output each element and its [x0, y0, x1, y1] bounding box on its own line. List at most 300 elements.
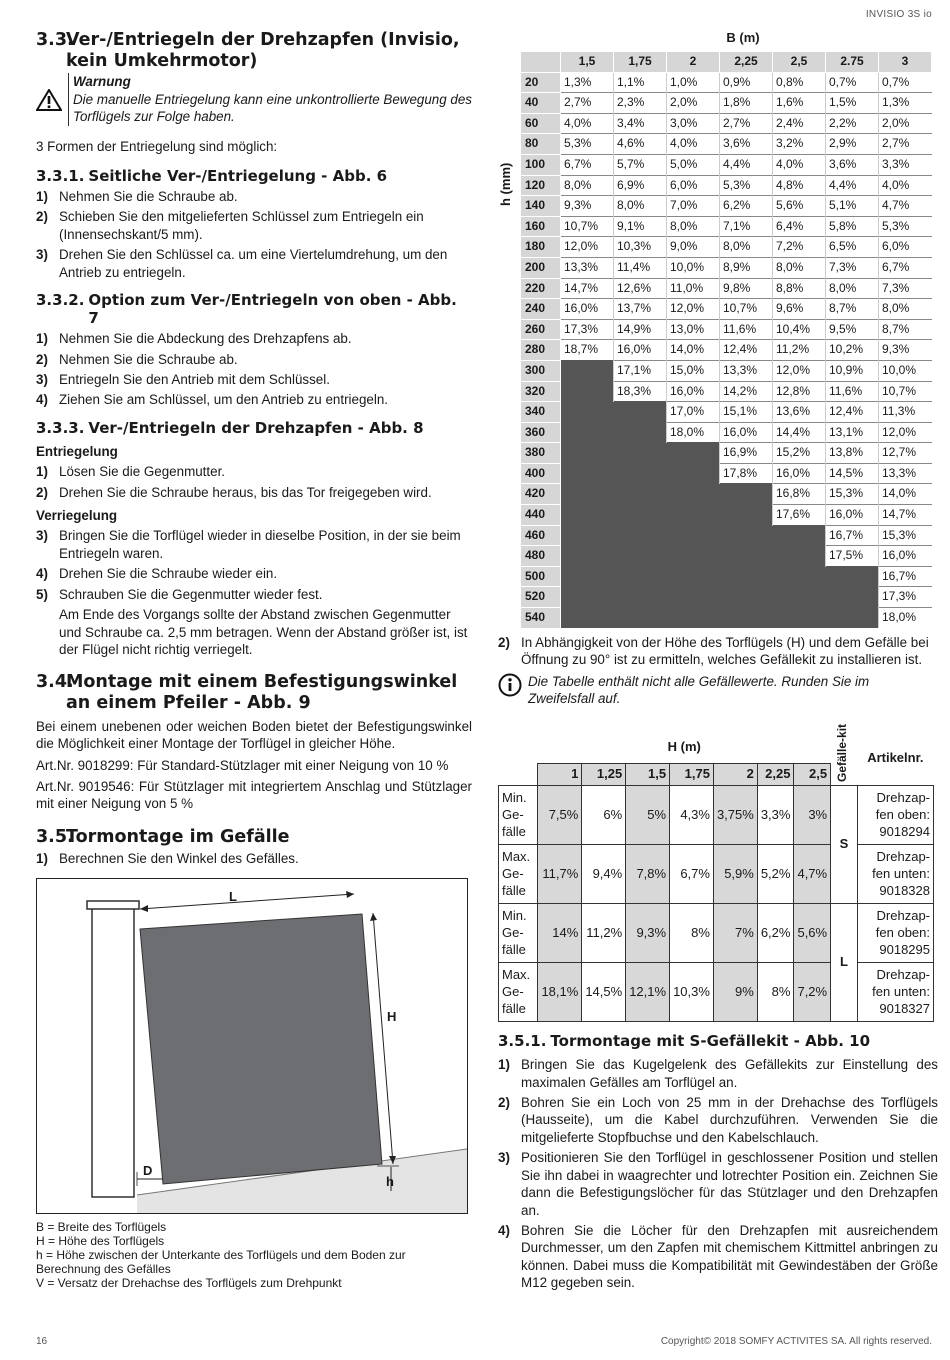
step-2-list [498, 634, 938, 669]
steps-list [36, 527, 472, 603]
empty-cell [720, 484, 773, 505]
row-header: 280 [521, 340, 561, 361]
table-cell: 14,7% [879, 505, 932, 526]
table-cell: 13,0% [667, 319, 720, 340]
table-cell: 4,7% [794, 845, 831, 904]
section-title: Montage mit einem Befestigungswinkel an einem Pfeiler - Abb. 9 [66, 672, 458, 714]
table-cell: 12,1% [626, 963, 670, 1022]
article-number: Drehzap-fen oben: 9018295 [857, 904, 933, 963]
steps-list [36, 850, 472, 867]
empty-cell [773, 525, 826, 546]
warning-box [36, 73, 472, 125]
table-cell: 12,4% [826, 402, 879, 423]
list-item [36, 371, 472, 388]
table-cell: 14,0% [667, 340, 720, 361]
table-cell: 13,8% [826, 443, 879, 464]
table-cell: 6,0% [667, 175, 720, 196]
table-row [521, 587, 932, 608]
table-cell: 1,3% [879, 93, 932, 114]
table-cell: 9,0% [667, 237, 720, 258]
table-cell: 16,0% [667, 381, 720, 402]
warning-title: Warnung [73, 74, 131, 90]
empty-cell [614, 608, 667, 629]
table-cell: 17,6% [773, 505, 826, 526]
table-cell: 17,8% [720, 463, 773, 484]
column-header: 2 [713, 764, 757, 786]
table-cell: 16,0% [614, 340, 667, 361]
column-header: 1,5 [561, 52, 614, 73]
table-cell: 2,4% [773, 113, 826, 134]
table-cell: 10,9% [826, 360, 879, 381]
table-row [521, 237, 932, 258]
table-cell: 10,4% [773, 319, 826, 340]
article-number: Drehzap-fen unten: 9018328 [857, 845, 933, 904]
intro-text: 3 Formen der Entriegelung sind möglich: [36, 138, 278, 154]
table-cell: 6,4% [773, 216, 826, 237]
table-cell: 18,3% [614, 381, 667, 402]
table-cell: 4,6% [614, 134, 667, 155]
table-cell: 8,7% [826, 299, 879, 320]
empty-cell [667, 443, 720, 464]
steps-list [36, 463, 472, 501]
table-cell: 10,7% [720, 299, 773, 320]
table-cell: 10,3% [670, 963, 714, 1022]
list-item [498, 1056, 938, 1091]
table1-side-label: h (mm) [498, 162, 513, 206]
empty-cell [561, 484, 614, 505]
legend-item: B = Breite des Torflügels [36, 1219, 167, 1234]
table-corner [521, 52, 561, 73]
list-item [36, 188, 472, 205]
table-cell: 1,5% [826, 93, 879, 114]
table-cell: 7,1% [720, 216, 773, 237]
table-cell: 4,0% [879, 175, 932, 196]
verriegelung-note: Am Ende des Vorgangs sollte der Abstand zwischen Gegenmutter und Schraube ca. 2,5 mm betragen. Wenn der Abstand größer ist, ist der Flügel nicht richtig verriegelt. [59, 607, 468, 657]
table-cell: 17,1% [614, 360, 667, 381]
empty-cell [773, 566, 826, 587]
table-cell: 8,0% [614, 196, 667, 217]
table-cell: 4,0% [667, 134, 720, 155]
table-cell: 2,7% [879, 134, 932, 155]
info-note [498, 673, 938, 708]
table-row [521, 525, 932, 546]
table-cell: 1,0% [667, 72, 720, 93]
step-text: Bohren Sie die Löcher für den Drehzapfen mit ausreichendem Durchmesser, um den Zapfen mit chemischem Kittmittel anbringen zu können. Dabei muss die Kompatibilität mit Gewindestäben der Größe M12 gegeben sein. [521, 1222, 938, 1291]
empty-cell [720, 546, 773, 567]
table-cell: 6,7% [670, 845, 714, 904]
row-label: Max. Ge-fälle [499, 963, 538, 1022]
step-text: Nehmen Sie die Schraube ab. [59, 351, 238, 367]
legend-item: V = Versatz der Drehachse des Torflügels zum Drehpunkt [36, 1276, 342, 1291]
table-cell: 11,4% [614, 257, 667, 278]
table-cell: 3,0% [667, 113, 720, 134]
table-cell: 7,3% [826, 257, 879, 278]
step-text: Drehen Sie den Schlüssel ca. um eine Viertelumdrehung, um den Antrieb zu entriegeln. [59, 247, 448, 280]
slope-table-block [498, 30, 938, 630]
section-number: 3.5. [36, 826, 74, 847]
table-cell: 2,2% [826, 113, 879, 134]
label-D: D [143, 1162, 153, 1178]
table-cell: 9,5% [826, 319, 879, 340]
table-cell: 16,7% [879, 566, 932, 587]
table-row [499, 904, 934, 963]
table-cell: 6% [582, 786, 626, 845]
table-cell: 18,0% [667, 422, 720, 443]
table-cell: 3,6% [826, 154, 879, 175]
empty-cell [561, 566, 614, 587]
table-cell: 1,1% [614, 72, 667, 93]
section-title: Tormontage mit S-Gefällekit - Abb. 10 [550, 1032, 871, 1051]
table-cell: 4,4% [720, 154, 773, 175]
table-cell: 10,3% [614, 237, 667, 258]
row-header: 300 [521, 360, 561, 381]
list-item [36, 586, 472, 603]
step-text: Nehmen Sie die Schraube ab. [59, 188, 238, 204]
empty-cell [720, 608, 773, 629]
table-row [521, 608, 932, 629]
row-header: 380 [521, 443, 561, 464]
table-row [521, 113, 932, 134]
table-cell: 9,6% [773, 299, 826, 320]
row-header: 540 [521, 608, 561, 629]
table-cell: 2,7% [561, 93, 614, 114]
row-header: 400 [521, 463, 561, 484]
step-number: 4) [498, 1222, 510, 1238]
table-cell: 5,8% [826, 216, 879, 237]
copyright: Copyright© 2018 SOMFY ACTIVITES SA. All rights reserved. [660, 1336, 932, 1347]
empty-cell [614, 505, 667, 526]
row-header: 500 [521, 566, 561, 587]
empty-cell [773, 546, 826, 567]
step-text: Drehen Sie die Schraube wieder ein. [59, 566, 278, 582]
column-header: 2,5 [794, 764, 831, 786]
column-header: 1,75 [670, 764, 714, 786]
table-row [521, 546, 932, 567]
section-3-4-heading [36, 672, 472, 713]
table-cell: 3,3% [879, 154, 932, 175]
step-text: Schieben Sie den mitgelieferten Schlüssel zum Entriegeln ein (Innensechskant/5 mm). [59, 209, 424, 242]
info-text: Die Tabelle enthält nicht alle Gefällewerte. Runden Sie im Zweifelsfall auf. [528, 673, 870, 707]
table-cell: 5% [626, 786, 670, 845]
step-number: 3) [36, 247, 48, 263]
list-item [36, 565, 472, 582]
table-cell: 14,7% [561, 278, 614, 299]
gate-slope-figure [36, 878, 468, 1214]
list-item [36, 391, 472, 408]
table-cell: 5,6% [794, 904, 831, 963]
section-number: 3.4. [36, 672, 74, 693]
table-cell: 1,6% [773, 93, 826, 114]
step-number: 1) [498, 1057, 510, 1073]
table-cell: 5,0% [667, 154, 720, 175]
section-3-3-heading [36, 30, 472, 71]
section-3-3-1-heading [36, 167, 472, 185]
table-cell: 14,9% [614, 319, 667, 340]
table-cell: 7,2% [794, 963, 831, 1022]
section-title: Seitliche Ver-/Entriegelung - Abb. 6 [88, 166, 388, 185]
table-row [521, 72, 932, 93]
table-cell: 14,0% [879, 484, 932, 505]
table-row [521, 257, 932, 278]
step-text: Drehen Sie die Schraube heraus, bis das Tor freigegeben wird. [59, 484, 432, 500]
label-H: H [387, 1008, 397, 1024]
table-row [521, 134, 932, 155]
table-cell: 2,3% [614, 93, 667, 114]
section-3-5-1-heading [498, 1032, 938, 1050]
table-row [521, 340, 932, 361]
warning-body [68, 73, 472, 125]
steps-list [36, 188, 472, 281]
table-row [521, 484, 932, 505]
empty-cell [561, 525, 614, 546]
table-cell: 8,0% [720, 237, 773, 258]
table-cell: 7,5% [538, 786, 582, 845]
list-item [36, 330, 472, 347]
table-cell: 11,3% [879, 402, 932, 423]
table-cell: 2,0% [879, 113, 932, 134]
empty-cell [614, 443, 667, 464]
row-header: 160 [521, 216, 561, 237]
step-text: Bringen Sie die Torflügel wieder in dieselbe Position, in der sie beim Entriegeln waren. [59, 528, 461, 561]
table-row [521, 443, 932, 464]
step-number: 1) [36, 851, 48, 867]
row-header: 60 [521, 113, 561, 134]
empty-cell [614, 546, 667, 567]
empty-cell [667, 608, 720, 629]
table-cell: 10,7% [561, 216, 614, 237]
empty-cell [667, 587, 720, 608]
table-cell: 6,5% [826, 237, 879, 258]
table-cell: 7,3% [879, 278, 932, 299]
table-cell: 14,5% [826, 463, 879, 484]
table-cell: 14,2% [720, 381, 773, 402]
list-item [498, 1222, 938, 1292]
empty-cell [561, 608, 614, 629]
table-cell: 4,0% [773, 154, 826, 175]
step-number: 2) [36, 209, 48, 225]
left-column [36, 30, 472, 1291]
table-cell: 12,0% [879, 422, 932, 443]
row-header: 460 [521, 525, 561, 546]
table-cell: 11,6% [826, 381, 879, 402]
list-item [498, 1149, 938, 1219]
table-cell: 7% [713, 904, 757, 963]
empty-cell [561, 360, 614, 381]
table-cell: 3,6% [720, 134, 773, 155]
step-text: Nehmen Sie die Abdeckung des Drehzapfens ab. [59, 331, 352, 347]
table-cell: 8,8% [773, 278, 826, 299]
kit-header-text: Gefälle-kit [835, 723, 850, 782]
table-cell: 18,1% [538, 963, 582, 1022]
paragraph: Art.Nr. 9019546: Für Stützlager mit integriertem Anschlag und Stützlager mit einer Neigung von 5 % [36, 778, 472, 812]
table-row [521, 360, 932, 381]
table-cell: 0,7% [879, 72, 932, 93]
table-cell: 17,0% [667, 402, 720, 423]
table-row [499, 963, 934, 1022]
table-cell: 9,4% [582, 845, 626, 904]
table1-top-label: B (m) [726, 30, 760, 45]
table-row [521, 463, 932, 484]
table-cell: 16,0% [720, 422, 773, 443]
table-cell: 9,3% [879, 340, 932, 361]
list-item [36, 463, 472, 480]
kit-cell: L [831, 904, 858, 1022]
table-cell: 9,8% [720, 278, 773, 299]
table-cell: 13,3% [720, 360, 773, 381]
table-cell: 3,4% [614, 113, 667, 134]
table-cell: 4,0% [561, 113, 614, 134]
row-header: 360 [521, 422, 561, 443]
steps-list [36, 330, 472, 409]
empty-cell [720, 505, 773, 526]
table-cell: 15,1% [720, 402, 773, 423]
table-cell: 4,8% [773, 175, 826, 196]
table-cell: 15,0% [667, 360, 720, 381]
table-cell: 8,9% [720, 257, 773, 278]
row-header: 340 [521, 402, 561, 423]
row-header: 220 [521, 278, 561, 299]
table-cell: 18,7% [561, 340, 614, 361]
table-cell: 2,0% [667, 93, 720, 114]
empty-cell [667, 525, 720, 546]
column-header: 1,75 [614, 52, 667, 73]
empty-cell [773, 587, 826, 608]
list-item [36, 246, 472, 281]
empty-cell [561, 587, 614, 608]
table-cell: 11,0% [667, 278, 720, 299]
table-cell: 0,8% [773, 72, 826, 93]
step-number: 1) [36, 331, 48, 347]
row-header: 200 [521, 257, 561, 278]
section-title: Ver-/Entriegeln der Drehzapfen - Abb. 8 [88, 418, 424, 437]
kit-cell: S [831, 786, 858, 904]
table-cell: 5,3% [879, 216, 932, 237]
table-cell: 8% [670, 904, 714, 963]
table-cell: 6,2% [757, 904, 794, 963]
table-cell: 5,6% [773, 196, 826, 217]
row-header: 320 [521, 381, 561, 402]
table-row [521, 196, 932, 217]
column-header: 2,5 [773, 52, 826, 73]
empty-cell [614, 525, 667, 546]
steps-list [498, 1056, 938, 1291]
row-header: 440 [521, 505, 561, 526]
column-header: 1,5 [626, 764, 670, 786]
table-cell: 11,7% [538, 845, 582, 904]
list-item [36, 484, 472, 501]
slope-table [520, 51, 932, 629]
column-header: 2,25 [757, 764, 794, 786]
table-cell: 13,3% [561, 257, 614, 278]
table-cell: 12,4% [720, 340, 773, 361]
label-h: h [386, 1173, 394, 1189]
empty-cell [561, 422, 614, 443]
paragraph: Art.Nr. 9018299: Für Standard-Stützlager mit einer Neigung von 10 % [36, 757, 449, 773]
figure-legend [36, 1220, 472, 1291]
table-cell: 10,2% [826, 340, 879, 361]
row-header: 240 [521, 299, 561, 320]
step-number: 1) [36, 188, 48, 204]
table-cell: 3,75% [713, 786, 757, 845]
step-number: 4) [36, 392, 48, 408]
step-number: 2) [498, 1095, 510, 1111]
table-cell: 9,1% [614, 216, 667, 237]
row-header: 140 [521, 196, 561, 217]
table-cell: 18,0% [879, 608, 932, 629]
table-cell: 16,7% [826, 525, 879, 546]
table-cell: 9% [713, 963, 757, 1022]
row-header: 100 [521, 154, 561, 175]
table-cell: 5,2% [757, 845, 794, 904]
legend-item: H = Höhe des Torflügels [36, 1234, 165, 1249]
table-cell: 17,5% [826, 546, 879, 567]
row-header: 480 [521, 546, 561, 567]
table-cell: 4,3% [670, 786, 714, 845]
table-cell: 5,3% [720, 175, 773, 196]
section-title: Ver-/Entriegeln der Drehzapfen (Invisio, kein Umkehrmotor) [66, 30, 460, 71]
verriegelung-label: Verriegelung [36, 508, 118, 524]
row-header: 120 [521, 175, 561, 196]
row-header: 40 [521, 93, 561, 114]
step-text: Ziehen Sie am Schlüssel, um den Antrieb zu entriegeln. [59, 392, 388, 408]
empty-cell [561, 402, 614, 423]
legend-item: h = Höhe zwischen der Unterkante des Torflügels und dem Boden zur Berechnung des Gefälles [36, 1248, 406, 1277]
row-header: 260 [521, 319, 561, 340]
step-number: 2) [36, 351, 48, 367]
table-cell: 16,9% [720, 443, 773, 464]
table-cell: 8,0% [561, 175, 614, 196]
empty-cell [561, 546, 614, 567]
step-number: 4) [36, 566, 48, 582]
table-cell: 6,0% [879, 237, 932, 258]
section-title: Option zum Ver-/Entriegeln von oben - Abb. 7 [88, 291, 457, 328]
list-item [498, 1094, 938, 1146]
table-cell: 6,9% [614, 175, 667, 196]
step-text: Berechnen Sie den Winkel des Gefälles. [59, 851, 299, 867]
step-text: Entriegeln Sie den Antrieb mit dem Schlüssel. [59, 371, 330, 387]
right-column [498, 30, 938, 1295]
empty-cell [667, 505, 720, 526]
table-row [521, 216, 932, 237]
table-cell: 7,0% [667, 196, 720, 217]
table-row [521, 422, 932, 443]
table-cell: 5,3% [561, 134, 614, 155]
table-row [521, 381, 932, 402]
table-cell: 14,4% [773, 422, 826, 443]
table-cell: 9,3% [561, 196, 614, 217]
section-number: 3.3.1. [36, 166, 85, 185]
warning-icon [36, 73, 68, 125]
table-cell: 15,3% [826, 484, 879, 505]
table-cell: 10,0% [667, 257, 720, 278]
table-cell: 16,0% [773, 463, 826, 484]
step-number: 3) [36, 528, 48, 544]
table-cell: 4,7% [879, 196, 932, 217]
section-number: 3.5.1. [498, 1032, 547, 1051]
article-number: Drehzap-fen oben: 9018294 [857, 786, 933, 845]
empty-cell [773, 608, 826, 629]
row-label: Min. Ge-fälle [499, 786, 538, 845]
table-cell: 5,9% [713, 845, 757, 904]
row-header: 180 [521, 237, 561, 258]
table2-h-label: H (m) [667, 738, 701, 754]
step-text: Lösen Sie die Gegenmutter. [59, 464, 226, 480]
table-cell: 12,8% [773, 381, 826, 402]
table-cell: 12,0% [667, 299, 720, 320]
table-row [521, 505, 932, 526]
section-3-3-3-heading [36, 419, 472, 437]
table-row [521, 402, 932, 423]
